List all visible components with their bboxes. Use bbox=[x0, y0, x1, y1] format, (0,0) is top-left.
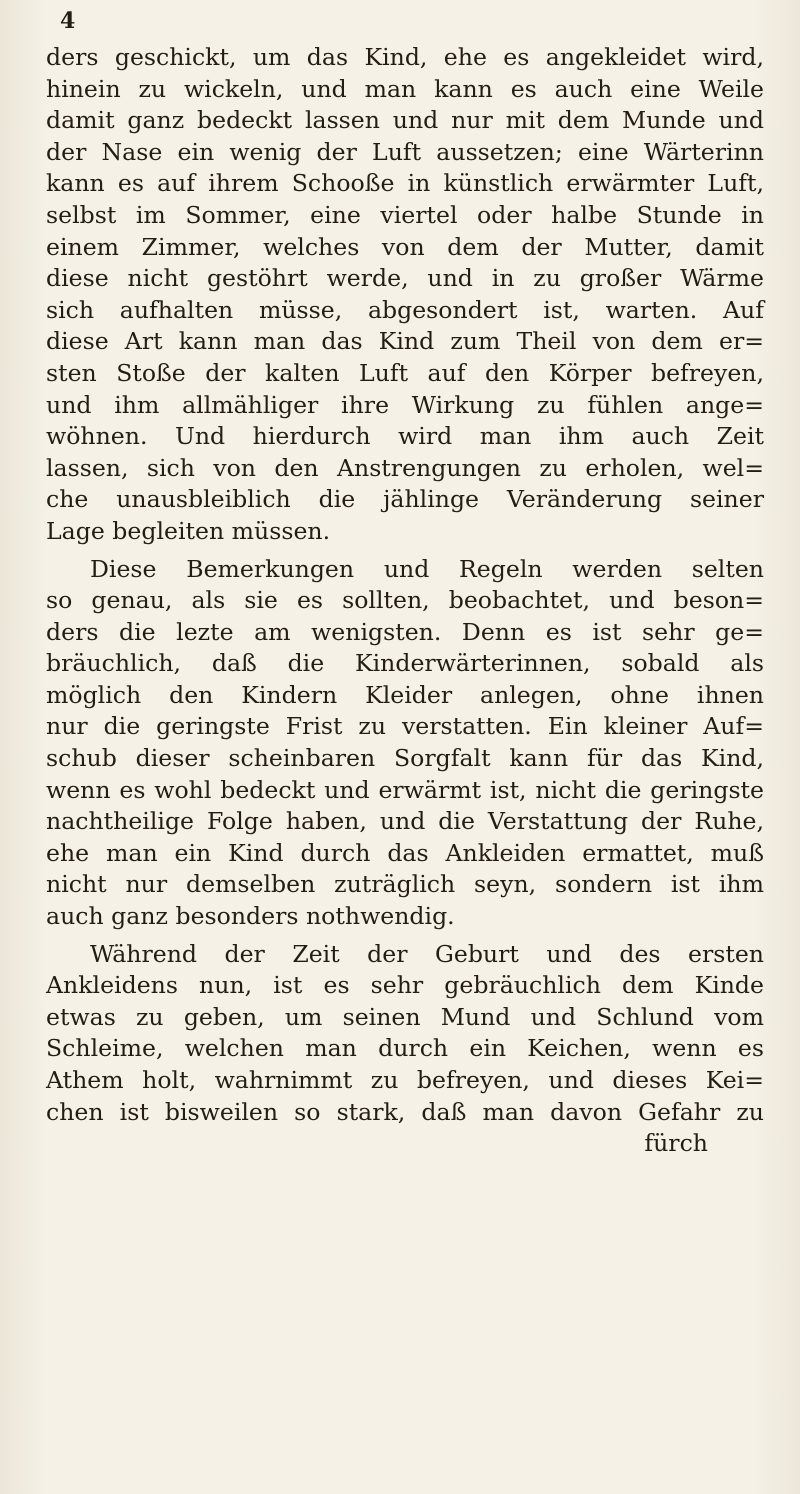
text-line: ders geschickt, um das Kind, ehe es angekleidet wird, bbox=[46, 43, 764, 71]
text-line: wöhnen. Und hierdurch wird man ihm auch Zeit bbox=[46, 422, 764, 451]
paragraph-1 bbox=[46, 42, 764, 548]
paragraph-2 bbox=[46, 554, 764, 933]
text-line: Schleime, welchen man durch ein Keichen, wenn es bbox=[46, 1034, 764, 1063]
text-line: chen ist bisweilen so stark, daß man davon Gefahr zu bbox=[46, 1097, 764, 1126]
text-line: hinein zu wickeln, und man kann es auch eine Weile bbox=[46, 74, 764, 103]
text-line: der Nase ein wenig der Luft aussetzen; eine Wärterinn bbox=[46, 137, 764, 166]
text-line: ders die lezte am wenigsten. Denn es ist sehr ge= bbox=[46, 617, 764, 646]
text-line: selbst im Sommer, eine viertel oder halbe Stunde in bbox=[46, 200, 764, 229]
text-line: sich aufhalten müsse, abgesondert ist, warten. Auf bbox=[46, 295, 764, 324]
text-line: damit ganz bedeckt lassen und nur mit dem Munde und bbox=[46, 106, 764, 135]
text-line: schub dieser scheinbaren Sorgfalt kann für das Kind, bbox=[46, 744, 764, 773]
text-line: Während der Zeit der Geburt und des ersten bbox=[90, 939, 764, 968]
text-line: lassen, sich von den Anstrengungen zu erholen, wel= bbox=[46, 453, 764, 482]
paragraph-3 bbox=[46, 939, 764, 1160]
text-line: sten Stoße der kalten Luft auf den Körper befreyen, bbox=[46, 358, 764, 387]
text-line: che unausbleiblich die jählinge Veränderung seiner bbox=[46, 485, 764, 514]
text-line: auch ganz besonders nothwendig. bbox=[46, 902, 455, 931]
text-line: nachtheilige Folge haben, und die Verstattung der Ruhe, bbox=[46, 807, 764, 836]
text-line: so genau, als sie es sollten, beobachtet, und beson= bbox=[46, 586, 764, 615]
text-line: nicht nur demselben zuträglich seyn, sondern ist ihm bbox=[46, 870, 764, 899]
text-line: Lage begleiten müssen. bbox=[46, 516, 331, 545]
page-number: 4 bbox=[60, 8, 77, 34]
text-line: nur die geringste Frist zu verstatten. Ein kleiner Auf= bbox=[46, 712, 764, 741]
text-line: wenn es wohl bedeckt und erwärmt ist, nicht die geringste bbox=[46, 775, 764, 804]
page-text bbox=[46, 42, 764, 1160]
text-line: bräuchlich, daß die Kinderwärterinnen, sobald als bbox=[46, 649, 764, 678]
text-line: Ankleidens nun, ist es sehr gebräuchlich dem Kinde bbox=[46, 971, 764, 1000]
text-line: und ihm allmähliger ihre Wirkung zu fühlen ange= bbox=[46, 390, 764, 419]
text-line: möglich den Kindern Kleider anlegen, ohne ihnen bbox=[46, 680, 764, 709]
text-line: diese Art kann man das Kind zum Theil von dem er= bbox=[46, 327, 764, 356]
text-line: Diese Bemerkungen und Regeln werden selten bbox=[90, 554, 764, 583]
text-line: etwas zu geben, um seinen Mund und Schlund vom bbox=[46, 1002, 764, 1031]
text-line: kann es auf ihrem Schooße in künstlich erwärmter Luft, bbox=[46, 169, 764, 198]
text-line: ehe man ein Kind durch das Ankleiden ermattet, muß bbox=[46, 838, 764, 867]
text-line: einem Zimmer, welches von dem der Mutter, damit bbox=[46, 232, 764, 261]
catchword: fürch bbox=[644, 1129, 708, 1158]
text-line: Athem holt, wahrnimmt zu befreyen, und dieses Kei= bbox=[46, 1066, 764, 1094]
text-line: diese nicht gestöhrt werde, und in zu großer Wärme bbox=[46, 264, 764, 293]
